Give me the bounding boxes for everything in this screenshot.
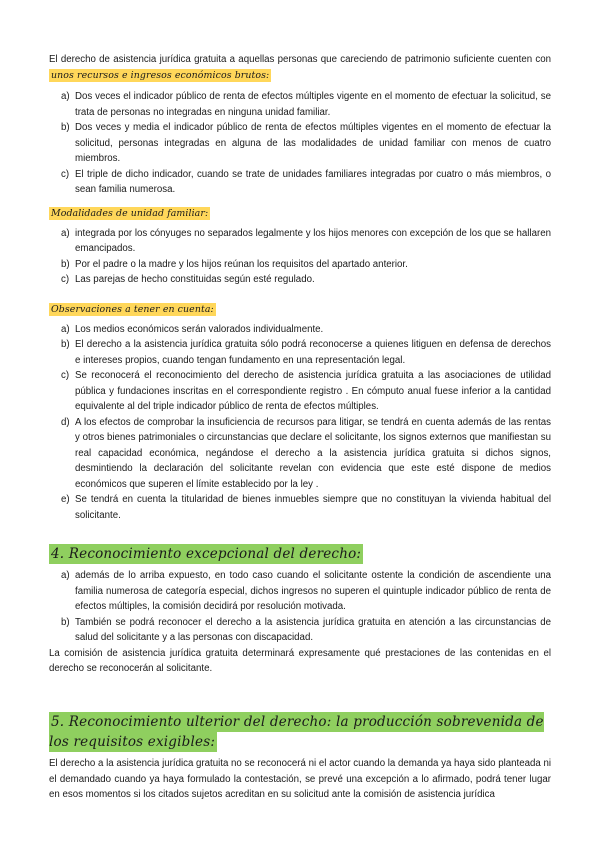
section-5	[49, 712, 551, 803]
intro-text: El derecho de asistencia jurídica gratuita a aquellas personas que careciendo de patrimonio suficiente cuenten con	[49, 54, 551, 65]
list-item	[49, 337, 551, 368]
observations-section	[49, 302, 551, 523]
list-item-text: El triple de dicho indicador, cuando se trate de unidades familiares integradas por cuatro o más miembros, o sean familia numerosa.	[75, 168, 551, 195]
list-marker: c)	[61, 168, 70, 180]
list-marker: b)	[61, 122, 70, 133]
list-item	[49, 257, 551, 273]
list-marker: c)	[61, 370, 70, 381]
list-item	[49, 568, 551, 615]
list-marker: e)	[61, 494, 70, 505]
list-marker: d)	[61, 416, 70, 428]
list-marker: a)	[61, 323, 70, 335]
section4-heading: 4. Reconocimiento excepcional del derecho:	[51, 546, 362, 562]
list-item-text: Se reconocerá el reconocimiento del derecho de asistencia jurídica gratuita a las asociaciones de utilidad pública y fundaciones inscritas en el correspondiente registro . En cómputo anual fuese inferior a la cantidad equivalente al del triple indicador público de renta de efectos múltiples.	[75, 370, 551, 412]
list-item-text: Las parejas de hecho constituidas según esté regulado.	[75, 274, 315, 285]
family-list	[49, 226, 551, 288]
family-section	[49, 206, 551, 288]
list-item-text: Los medios económicos serán valorados individualmente.	[75, 323, 324, 335]
list-item-text: El derecho a la asistencia jurídica gratuita sólo podrá reconocerse a quienes litiguen en defensa de derechos e intereses propios, cuando tengan fundamento en una representación legal.	[75, 339, 551, 366]
family-heading: Modalidades de unidad familiar:	[51, 208, 209, 219]
list-item	[49, 272, 551, 288]
section-4	[49, 544, 551, 677]
list-marker: b)	[61, 339, 70, 350]
section5-heading: 5. Reconocimiento ulterior del derecho: la producción sobrevenida de los requisitos exigibles:	[49, 714, 544, 750]
section5-paragraph: El derecho a la asistencia jurídica gratuita no se reconocerá ni el actor cuando la demanda ya haya sido planteada ni el demandado cuando ya haya formulado la contestación, se prevé una excepción a lo afirmado, podrá tener lugar en esos momentos si los citados sujetos acreditan en su solicitud ante la comisión de asistencia jurídica	[49, 758, 551, 800]
list-item	[49, 415, 551, 493]
list-item	[49, 322, 551, 338]
list-marker: a)	[61, 570, 70, 581]
income-list	[49, 89, 551, 198]
list-item-text: además de lo arriba expuesto, en todo caso cuando el solicitante ostente la condición de ascendiente una familia numerosa de categoría especial, dichos ingresos no superen el quintuple indicador público de renta de efectos múltiples, la comisión decidirá por resolución motivada.	[75, 570, 551, 612]
observations-list	[49, 322, 551, 524]
list-item	[49, 226, 551, 257]
list-marker: a)	[61, 227, 70, 239]
list-item	[49, 120, 551, 167]
list-item	[49, 615, 551, 646]
list-item	[49, 167, 551, 198]
list-marker: a)	[61, 91, 70, 102]
intro-paragraph	[49, 52, 551, 83]
list-item	[49, 368, 551, 415]
list-item-text: También se podrá reconocer el derecho a la asistencia jurídica gratuita en atención a las circunstancias de salud del solicitante y a las personas con discapacidad.	[75, 616, 551, 643]
list-item-text: Por el padre o la madre y los hijos reúnan los requisitos del apartado anterior.	[75, 258, 408, 270]
list-marker: b)	[61, 258, 70, 270]
list-item-text: A los efectos de comprobar la insuficiencia de recursos para litigar, se tendrá en cuenta además de las rentas y otros bienes patrimoniales o circunstancias que declare el solicitante, los signos externos que manifiestan su real capacidad económica, negándose el derecho a la asistencia jurídica gratuita si dichos signos, desmintiendo la declaración del solicitante revelan con evidencia que este esté dispone de medios económicos que superen el límite establecido por la ley .	[75, 416, 551, 490]
section4-closing: La comisión de asistencia jurídica gratuita determinará expresamente qué prestaciones de las contenidas en el derecho se reconocerán al solicitante.	[49, 647, 551, 674]
list-item-text: Dos veces el indicador público de renta de efectos múltiples vigente en el momento de efectuar la solicitud, se trata de personas no integradas en ninguna unidad familiar.	[75, 91, 551, 118]
list-item	[49, 492, 551, 523]
intro-block	[49, 52, 551, 198]
list-item	[49, 89, 551, 120]
list-item-text: integrada por los cónyuges no separados legalmente y los hijos menores con excepción de los que se hallaren emancipados.	[75, 227, 551, 254]
income-heading: unos recursos e ingresos económicos brutos:	[51, 69, 270, 81]
list-item-text: Se tendrá en cuenta la titularidad de bienes inmuebles siempre que no constituyan la vivienda habitual del solicitante.	[75, 494, 551, 521]
list-marker: c)	[61, 274, 70, 285]
list-marker: b)	[61, 616, 70, 628]
list-item-text: Dos veces y media el indicador público de renta de efectos múltiples vigentes en el momento de efectuar la solicitud, personas integradas en alguna de las modalidades de unidad familiar con menos de cuatro miembros.	[75, 122, 551, 164]
section4-list	[49, 568, 551, 646]
observations-heading: Observaciones a tener en cuenta:	[51, 304, 214, 315]
